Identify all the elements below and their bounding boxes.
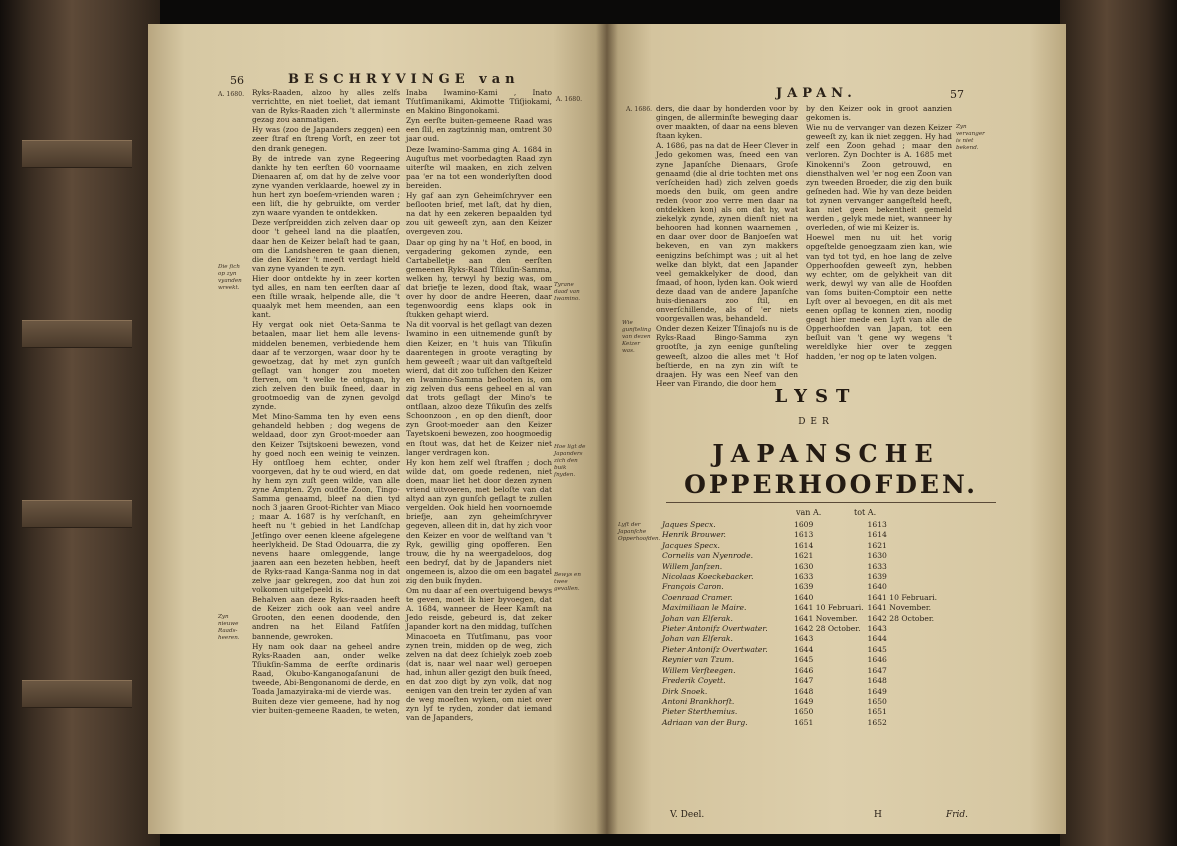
paragraph: Om nu daar af een overtuigend bewys te geven, moet ik hier byvoegen, dat A. 1684, wanneer de Heer Kamſt na Jedo reisde, gebeurd is, dat zeker Japander kort na den middag, tuſſchen Minacoeta en Tſutſimanu, pas voor zynen trein, midden op de weg, zich zelven na dat deez ſchielyk zoeb zoeb (dat is, naar wel naar wel) geroepen had, inhun aller gezigt den buik ſneed, en dat zoo digt by zyn volk, dat nog eenigen van den trein ter zyden af van de weg moeſten wyken, om niet over zyn lyf te ryden, zonder dat iemand van de Japanders, [406,586,552,723]
margin-year: A. 1680. [556,96,583,103]
paragraph: Wie nu de vervanger van dezen Keizer geweeſt zy, kan ik niet zeggen. Hy had zelf een Zoon gehad ; maar den verloren. Zyn Dochter is A. 1685 met Kinokenni's Zoon getrouwd, en diensthalven wel 'er nog een Zoon van zyn tweeden Broeder, die zig den buik geſneden had. Wie hy van deze beiden tot zynen vervanger aangeſteld heeft, kan niet geen bekentheit gemeld werden , gelyk mede niet, wanneer hy overleden, of wie mi Keizer is. [806,123,952,233]
year-to: 1648 [867,676,887,686]
table-row [662,655,941,665]
left-page [148,24,608,834]
table-row [662,634,941,644]
paragraph: Hy nam ook daar na geheel andre Ryks-Raaden aan, onder welke Tſiukſin-Samma de eerſte ordinaris Raad, Okubo-Kanganogaſanuni de tweede, Abi-Bengonanomi de derde, en Toada Jamazyiraka-mi de vierde was. [252,641,400,697]
paragraph: Hy kon hem zelf wel ſtraffen ; doch wilde dat, om goede redenen, niet doen, maar liet het door dezen zynen vriend uitvoeren, met beloſte van dat altyd aan zyn gunſch geſlagt te zullen vergelden. Ook hield hen voornoemde briefje, aan zyn geheimſchryver gegeven, alleen dit in, dat hy zich voor den Keizer en voor de welſtand van 't Ryk, gewillig ging opofferen. Een trouw, die hy na weergadeloos, dog een bedryf, dat by de Japanders niet ongemeen is, alzoo die om een bagatel zig den buik ſnyden. [406,457,552,585]
year-to: 1646 [867,655,887,665]
table-row [662,572,941,582]
table-row [662,582,941,592]
officer-name: François Caron. [662,582,724,592]
paragraph: Hy vergat ook niet Oeta-Sanma te betaalen, maar liet hem alle levens-middelen benemen, verbiedende hem daar af te verzorgen, waar door hy te gewoetzag, dat hy met zyn gunſch geſlagt van honger zou moeten ſterven, om 't welke te ontgaan, hy zich zelven den buik ſneed, daar in grootmoedig van de zynen gevolgd zynde. [252,320,400,412]
officer-name: Nicolaas Koeckebacker. [662,572,754,582]
year-from: 1645 [794,655,814,665]
year-to: 1633 [867,561,887,571]
catchword: Frid. [946,810,969,820]
year-from: 1646 [794,665,814,675]
year-to: 1640 [867,582,887,592]
table-row [662,593,941,603]
paragraph: Hy gaf aan zyn Geheimſchryver een beſlooten brief, met laſt, dat hy dien, na dat hy een zekeren bepaalden tyd zou uit geweeſt zyn, aan den Keizer overgeven zou. [406,191,552,237]
year-to: 1650 [867,696,887,706]
year-to: 1639 [867,572,887,582]
margin-note: Die ſich op zyn vyanden wreekt. [218,264,242,291]
officer-name: Pieter Sterthemius. [662,707,738,717]
officer-name: Johan van Elſerak. [662,634,733,644]
table-row [662,603,941,613]
table-row [662,676,941,686]
year-from: 1641 10 Februari. [794,603,864,613]
paragraph: by den Keizer ook in groot aanzien gekomen is. [806,104,952,123]
paragraph: Daar op ging hy na 't Hof, en bood, in vergadering gekomen zynde, een Cartabelletje aan den eerſten gemeenen Ryks-Raad Tſikuſin-Samma, welken hy, terwyl hy bezig was, om dat briefje te lezen, dood ſtak, waar over hy door de andre Heeren, daar tegenwoordig eens klaps ook in ſtukken gehapt wierd. [406,237,552,320]
officer-name: Henrik Brouwer. [662,530,726,540]
table-row [662,707,941,717]
table-row [662,697,941,707]
margin-note: Tyrane daad van Iwamino. [554,282,581,302]
book-gutter [596,24,618,834]
year-to: 1641 10 Februari. [867,592,938,602]
year-to: 1621 [867,540,887,550]
table-row [662,562,941,572]
paragraph: Ryks-Raaden, alzoo hy alles zelfs verrichtte, en niet toeliet, dat iemant van de Ryks-Raaden zich 't allerminste gezag zou aanmatigen. [252,88,400,125]
table-row [662,645,941,655]
margin-note: Wie gunſteling van dezen Keizer was. [622,320,652,354]
year-from: 1651 [794,717,814,727]
paragraph: Deze verſpreidden zich zelven daar op door 't geheel land na die plaatſen, daar hen de Keizer belaſt had te gaan, om die Landsheeren te gaan dienen, die den Keizer 't meeſt verdagt hield van zyne vyanden te zyn. [252,218,400,273]
officer-name: Cornelis van Nyenrode. [662,551,753,561]
year-from: 1644 [794,644,814,654]
paragraph: Inaba Iwamino-Kami , Inato Tſutſimanikami, Akimotte Tſiſjiokami, en Makino Bingonokami. [406,88,552,116]
paragraph: Hier door ontdekte hy in zeer korten tyd alles, en nam ten eerſten daar aſ een ſtille wraak, helpende alle, die 't quaalyk met hem meenden, aan een kant. [252,273,400,320]
paragraph: Zyn eerſte buiten-gemeene Raad was een ſlil, en zagtzinnig man, omtrent 30 jaar oud. [406,116,552,144]
year-to: 1652 [867,717,887,727]
paragraph: Onder dezen Keizer Tſinajoſs nu is de Ryks-Raad Bingo-Samma zyn grootſte, ja zyn eenige gunſteling geweeſt, alzoo die alles met 't Hof beſtierde, en na zyn zin wiſt te draajen. Hy was een Neef van den Heer van Firando, die door hem [656,324,798,388]
officer-name: Adriaan van der Burg. [662,717,748,727]
officer-name: Coenraad Cramer. [662,592,733,602]
left-cover [0,0,160,846]
officer-name: Pieter Antoniſz Overtwater. [662,644,768,654]
margin-note: Zyn nieuwe Raads-heeren. [218,614,240,641]
year-from: 1641 November. [794,613,858,623]
volume-mark: V. Deel. [670,810,705,820]
year-from: 1609 [794,520,814,529]
year-to: 1647 [867,665,887,675]
table-row [662,687,941,697]
year-to: 1644 [867,634,887,644]
year-to: 1613 [867,520,887,529]
year-from: 1630 [794,561,814,571]
officer-name: Maximiliaan le Maire. [662,603,747,613]
margin-note: Zyn vervanger is niet bekend. [956,124,985,151]
margin-note: Hoe ligt de Japanders zich den buik ſnyden. [554,444,586,478]
page-number: 56 [230,74,244,87]
paragraph: Na dit voorval is het geſlagt van dezen Iwamino in een uitnemende gunſt by dien Keizer, en 't huis van Tſikuſin daarentegen in groote veragting by hem geweeſt ; waar uit dan vaſtgeſteld wierd, dat dit zoo tuſſchen den Keizer en Iwamino-Samma beſlooten is, om zig zelven dus eens geheel en al van dat trots geſlagt der Mino's te ontſlaan, alzoo deze Tſikuſin des zelfs Schoonzoon , en op den dienſt, door zyn Groot-moeder aan den Keizer Tayetskoeni bewezen, zoo hoogmoedig en ſtout was, dat het de Keizer niet langer verdragen kon. [406,320,552,457]
year-to: 1643 [867,624,887,634]
paragraph: Met Mino-Samma ten hy even eens gehandeld hebben ; dog wegens de weldaad, door zyn Groot-moeder aan den Keizer Tsijtskoeni bewezen, vond hy goed noch een weinig te veinzen. Hy ontſloeg hem echter, onder voorgeven, dat hy te oud wierd, en dat hy hem zyn zuſt geen wilde, van alle zyne Ampten. Zyn oudſte Zoon, Tingo-Samma genaamd, bleef na dien tyd noch 3 jaaren Groot-Richter van Miaco ; maar A. 1687 is hy verſchanſt, en heeft nu 't gebied in het Landſchap Jetſingo over eenen kleene afgelegene heerlykheid. De Stad Odouarra, die zy nevens haare omleggende, lange jaaren aan een bezeten hebben, heeft de Ryks-raad Kanga-Sanma nog in dat zelve jaar gekregen, zoo dat hun zoi volkomen uitgeſpeeld is. [252,412,400,595]
year-from: 1640 [794,592,814,602]
officer-name: Reynier van Tzum. [662,655,735,665]
year-from: 1613 [794,530,814,540]
list-title-3: JAPANSCHE [712,439,940,468]
text-column-a [656,104,798,388]
paragraph: ders, die daar by honderden voor by gingen, de allerminſte beweging daar over maakten, of daar na eens bleven ſtaan kyken. [656,104,798,141]
officer-name: Willem Janſzen. [662,561,723,571]
table-row [662,666,941,676]
year-from: 1621 [794,551,814,561]
year-from: 1647 [794,676,814,686]
year-to: 1630 [867,551,887,561]
column-head-to: tot A. [854,508,877,517]
year-from: 1648 [794,686,814,696]
margin-year: A. 1686. [626,106,653,113]
officer-name: Dirk Snoek. [662,686,708,696]
year-from: 1639 [794,582,814,592]
signature-mark: H [874,810,882,820]
right-cover [1060,0,1177,846]
year-from: 1650 [794,707,814,717]
list-title-4: OPPERHOOFDEN. [684,470,978,499]
year-to: 1642 28 October. [867,613,935,623]
paragraph: Buiten deze vier gemeene, had hy nog vier buiten-gemeene Raaden, te weten, [252,697,400,716]
right-page [606,24,1066,834]
paragraph: Hoewel men nu uit het vorig opgeſtelde genoegzaam zien kan, wie van tyd tot tyd, en hoe lang de zelve Opperhoofden geweeſt zyn, hebben wy echter, om de gelykheit van dit werk, dewyl wy van alle de Hoofden van ſoms buiten-Comptoir een nette Lyſt over al bevoegen, en dit als met eenen opſlag te konnen zien, noodig geagt hier mede een Lyſt van alle de Opperhoofden van Japan, tot een beſluit van 't gene wy wegens 't wereldlyke hier over te zeggen hadden, 'er nog op te laten volgen. [806,233,952,361]
table-row [662,624,941,634]
opperhoofden-table [662,520,941,728]
page-number: 57 [950,88,964,101]
text-column-b [806,104,952,374]
list-title-1: LYST [774,386,858,407]
running-head: JAPAN. [776,86,857,101]
year-to: 1641 November. [867,603,932,613]
table-row [662,520,941,530]
officer-name: Jaques Specx. [662,520,716,529]
table-row [662,530,941,540]
divider [666,502,996,503]
margin-note: Lyſt der Japanſche Opperhoofden. [618,522,661,542]
list-title-2: DER [798,417,834,427]
table-row [662,541,941,551]
officer-name: Pieter Antonifz Overtwater. [662,624,768,634]
paragraph: Hy was (zoo de Japanders zeggen) een zeer ſtraf en ſtreng Vorſt, en zeer tot den drank genegen. [252,125,400,153]
officer-name: Antoni Brankhorſt. [662,696,735,706]
paragraph: A. 1686, pas na dat de Heer Clever in Jedo gekomen was, ſneed een van zyne Japanſche Dienaars, Groſe genaamd (die al drie tochten met ons verſcheiden had) zich zelven goeds moeds den buik, om geen andre reden (voor zoo verre men daar na ontdekken kon) als om dat hy, wat ziekelyk zynde, zynen dienſt niet na behooren had konnen waarnemen , en daar over door de Banjoeſen wat bekeven, en van zyn makkers eenigzins beſchimpt was ; uit al het welke dan blykt, dat een Japander veel gemakkelyker de dood, dan ſmaad, of hoon, lyden kan. Ook wierd deze daad van de andere Japanſche huis-dienaars zoo ſtil, en onverſchillende, als of 'er niets voorgevallen was, behandeld. [656,141,798,324]
margin-year: A. 1680. [218,91,245,98]
year-from: 1642 28 October. [794,624,861,634]
text-column-a [252,88,400,716]
year-to: 1645 [867,644,887,654]
year-to: 1649 [867,686,887,696]
column-head-from: van A. [796,508,822,517]
table-row [662,551,941,561]
year-from: 1643 [794,634,814,644]
margin-note: Bewys en twee gevallen. [554,572,581,592]
year-from: 1649 [794,696,814,706]
year-to: 1651 [867,707,887,717]
paragraph: Behalven aan deze Ryks-raaden heeft de Keizer zich ook aan veel andre Grooten, den eenen doodende, den andren na het Eiland Fatſiſen bannende, gewroken. [252,595,400,641]
officer-name: Jacques Specx. [662,540,720,550]
officer-name: Frederik Coyett. [662,676,726,686]
year-from: 1614 [794,540,814,550]
year-to: 1614 [867,530,887,540]
year-from: 1633 [794,572,814,582]
officer-name: Willem Verſteegen. [662,665,736,675]
paragraph: Deze Iwamino-Samma ging A. 1684 in Auguſtus met voorbedagten Raad zyn uiterſte wil maaken, en zich zelven paa 'er na tot een wonderlyſten dood bereiden. [406,144,552,190]
paragraph: By de intrede van zyne Regeering dankte hy ten eerſten 60 voornaame Dienaaren af, om dat hy de zelve voor zyne vyanden verklaarde, hoewel zy in hun hert zyn boeſem-vrienden waren ; een liſt, die hy gebruikte, om verder zyn waare vyanden te ontdekken. [252,153,400,218]
officer-name: Johan van Elſerak. [662,613,733,623]
running-head: BESCHRYVINGE van [288,72,520,87]
table-row [662,718,941,728]
table-row [662,614,941,624]
text-column-b [406,88,552,723]
